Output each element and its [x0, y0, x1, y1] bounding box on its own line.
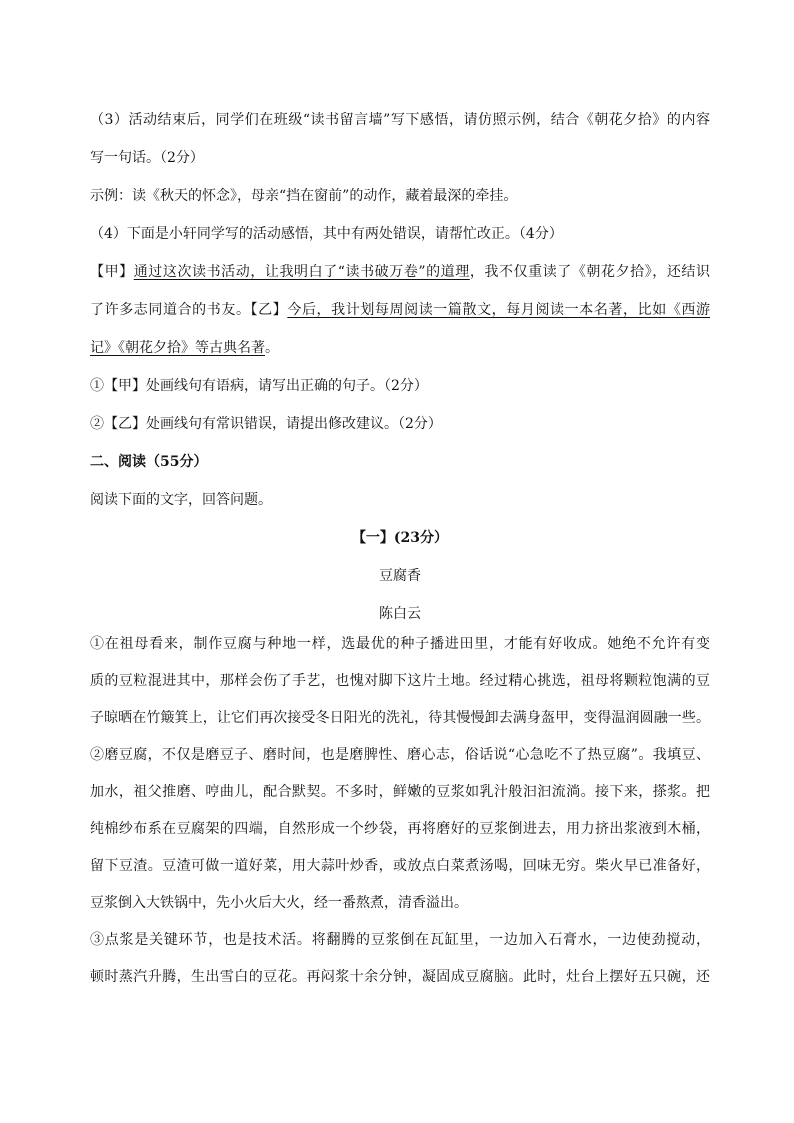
- q4-passage-line-2: [90, 300, 710, 320]
- section-instruction: 阅读下面的文字，回答问题。: [90, 492, 272, 508]
- q4-passage-line-1: [90, 262, 710, 282]
- article-p2-line: ②磨豆腐，不仅是磨豆子、磨时间，也是磨脾性、磨心志，俗话说“心急吃不了热豆腐”。我填豆、: [90, 747, 710, 763]
- article-title: 豆腐香: [379, 568, 421, 584]
- underlined-sentence-yi: 今后，我计划每周阅读一篇散文，每月阅读一本名著，比如《西游: [287, 302, 711, 318]
- mark-yi: 【乙】: [250, 302, 288, 318]
- article-p2-line: 纯棉纱布系在豆腐架的四端，自然形成一个纱袋，再将磨好的豆浆倒进去，用力挤出浆液到木桶，: [90, 821, 710, 837]
- article-p2-line: 豆浆倒入大铁锅中，先小火后大火，经一番熬煮，清香溢出。: [90, 895, 468, 911]
- article-p1-line: 子晾晒在竹簸箕上，让它们再次接受冬日阳光的洗礼，待其慢慢卸去满身盔甲，变得温润圆融一些。: [90, 710, 710, 726]
- article-p1-line: 质的豆粒混进其中，那样会伤了手艺，也愧对脚下这片土地。经过精心挑选，祖母将颗粒饱满的豆: [90, 673, 710, 689]
- example-line: 示例：读《秋天的怀念》，母亲“挡在窗前”的动作，藏着最深的牵挂。: [90, 188, 518, 204]
- underlined-sentence-yi-cont: 记》《朝花夕拾》等古典名著: [90, 340, 265, 356]
- q3-line-2: 写一句话。（2分）: [90, 150, 204, 166]
- article-p2-line: 加水，祖父推磨、哼曲儿，配合默契。不多时，鲜嫩的豆浆如乳汁般汩汩流淌。接下来，搽浆。把: [90, 784, 710, 800]
- passage-text: 。: [265, 340, 279, 356]
- q4-intro: （4）下面是小轩同学写的活动感悟，其中有两处错误，请帮忙改正。（4分）: [90, 226, 563, 242]
- q4-sub-question-1: ①【甲】处画线句有语病，请写出正确的句子。（2分）: [90, 378, 428, 394]
- passage-text: 了许多志同道合的书友。: [90, 302, 251, 318]
- passage-text: ，我不仅重读了《朝花夕拾》，还结识: [469, 264, 711, 280]
- article-author: 陈白云: [379, 606, 421, 622]
- article-p1-line: ①在祖母看来，制作豆腐与种地一样，选最优的种子播进田里，才能有好收成。她绝不允许有变: [90, 636, 710, 652]
- article-p3-line: 顿时蒸汽升腾，生出雪白的豆花。再闷浆十余分钟，凝固成豆腐脑。此时，灶台上摆好五只碗，还: [90, 969, 710, 985]
- article-p2-line: 留下豆渣。豆渣可做一道好菜，用大蒜叶炒香，或放点白菜煮汤喝，回味无穷。柴火早已准备好，: [90, 858, 710, 874]
- mark-jia: 【甲】: [90, 264, 134, 280]
- part-title: 【一】(23分）: [351, 530, 449, 546]
- section-title: 二、阅读（55分）: [90, 454, 208, 470]
- underlined-sentence-jia: 通过这次读书活动，让我明白了“读书破万卷”的道理: [133, 264, 470, 280]
- article-p3-line: ③点浆是关键环节，也是技术活。将翻腾的豆浆倒在瓦缸里，一边加入石膏水，一边使劲搅动，: [90, 932, 710, 948]
- q4-passage-line-3: [90, 338, 710, 358]
- q4-sub-question-2: ②【乙】处画线句有常识错误，请提出修改建议。（2分）: [90, 416, 442, 432]
- q3-line-1: （3）活动结束后，同学们在班级“读书留言墙”写下感悟，请仿照示例，结合《朝花夕拾》的内容: [90, 112, 710, 128]
